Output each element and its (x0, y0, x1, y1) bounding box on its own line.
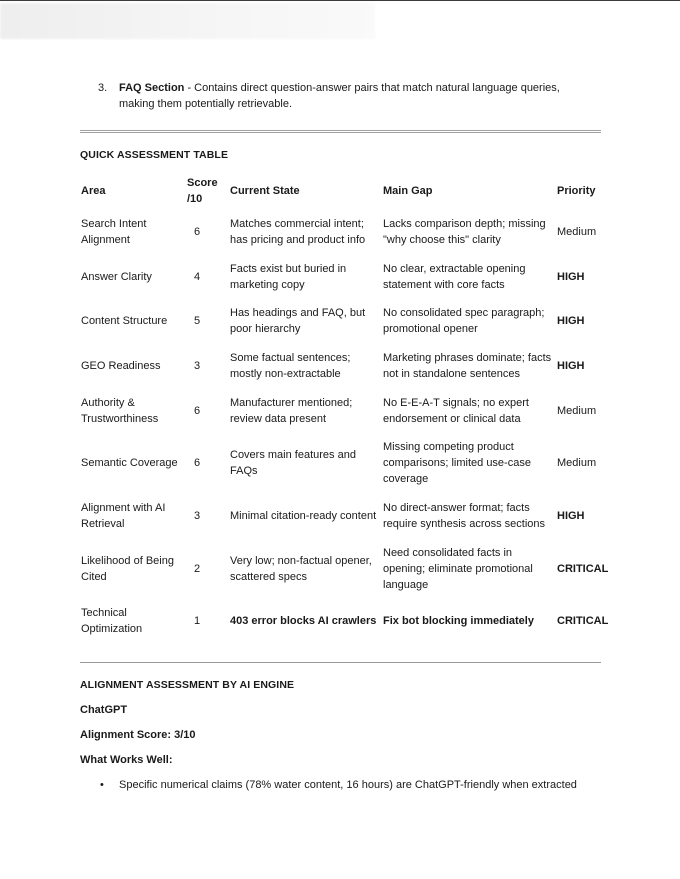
cell-area: Technical Optimization (81, 607, 143, 635)
score-header-line2: /10 (187, 193, 203, 205)
cell-priority: Medium (557, 404, 597, 417)
alignment-heading: ALIGNMENT ASSESSMENT BY AI ENGINE (80, 679, 295, 691)
table-row (78, 343, 617, 388)
table-row (78, 388, 617, 433)
col-priority-header: Priority (557, 185, 596, 197)
faq-list-item (98, 80, 578, 112)
cell-priority: Medium (557, 457, 597, 469)
cell-area: Likelihood of Being Cited (81, 554, 174, 583)
cell-gap: No direct-answer format; facts require synthesis across sections (383, 501, 546, 530)
blurred-header (0, 3, 375, 39)
table-row (78, 493, 617, 538)
cell-state: Has headings and FAQ, but poor hierarchy (230, 307, 366, 335)
table-row (78, 210, 617, 254)
cell-gap: Lacks comparison depth; missing "why choose this" clarity (383, 218, 546, 246)
cell-gap: Missing competing product comparisons; limited use-case coverage (383, 441, 531, 485)
cell-score: 4 (194, 270, 201, 283)
cell-area: Authority & Trustworthiness (81, 396, 159, 425)
cell-gap: Marketing phrases dominate; facts not in standalone sentences (383, 351, 552, 380)
table-row (78, 538, 617, 599)
list-number: 3. (98, 82, 108, 94)
cell-priority: HIGH (557, 315, 585, 327)
assessment-table (78, 172, 617, 643)
top-border (0, 0, 680, 1)
cell-score: 5 (194, 315, 201, 327)
col-gap-header: Main Gap (383, 185, 433, 197)
cell-area: Alignment with AI Retrieval (81, 501, 166, 530)
cell-score: 6 (194, 404, 201, 417)
table-row (78, 599, 617, 643)
table-row (78, 254, 617, 299)
cell-score: 6 (194, 457, 201, 469)
cell-priority: HIGH (557, 359, 585, 372)
cell-state: Covers main features and FAQs (230, 449, 356, 477)
cell-state: 403 error blocks AI crawlers (230, 615, 377, 627)
cell-gap: No E-E-A-T signals; no expert endorsement or clinical data (383, 396, 529, 425)
cell-gap: Fix bot blocking immediately (383, 615, 534, 627)
cell-state: Matches commercial intent; has pricing and product info (230, 218, 366, 246)
table-row (78, 299, 617, 343)
works-well-heading: What Works Well: (80, 754, 173, 766)
engine-name: ChatGPT (80, 704, 128, 716)
faq-text-line2: making them potentially retrievable. (119, 98, 293, 110)
cell-priority: HIGH (557, 270, 585, 283)
cell-area: Search Intent Alignment (81, 218, 147, 246)
section-divider (80, 662, 601, 663)
cell-priority: CRITICAL (557, 562, 609, 575)
cell-score: 2 (194, 562, 201, 575)
cell-state: Facts exist but buried in marketing copy (230, 262, 347, 291)
bullet-text: Specific numerical claims (78% water content, 16 hours) are ChatGPT-friendly when extracted (119, 779, 577, 791)
table-row (78, 433, 617, 493)
table-header-row (78, 172, 617, 210)
cell-score: 6 (194, 226, 201, 238)
cell-priority: Medium (557, 226, 597, 238)
col-area-header: Area (81, 185, 106, 197)
cell-score: 3 (194, 359, 201, 372)
faq-title: FAQ Section (119, 82, 185, 94)
cell-state: Manufacturer mentioned; review data present (230, 396, 353, 425)
faq-text-line1: - Contains direct question-answer pairs that match natural language queries, (184, 82, 560, 94)
quick-table-heading: QUICK ASSESSMENT TABLE (80, 149, 229, 161)
cell-area: GEO Readiness (81, 359, 161, 372)
col-score-header (184, 172, 227, 210)
cell-score: 1 (194, 615, 201, 627)
cell-area: Answer Clarity (81, 270, 152, 283)
cell-gap: No consolidated spec paragraph; promotional opener (383, 307, 545, 335)
cell-area: Semantic Coverage (81, 457, 178, 469)
col-state-header: Current State (230, 185, 300, 197)
cell-priority: CRITICAL (557, 615, 609, 627)
cell-score: 3 (194, 509, 201, 522)
cell-gap: No clear, extractable opening statement with core facts (383, 262, 526, 291)
cell-area: Content Structure (81, 315, 168, 327)
cell-state: Very low; non-factual opener, scattered specs (230, 554, 372, 583)
cell-gap: Need consolidated facts in opening; eliminate promotional language (383, 546, 533, 591)
bullet-icon: • (100, 779, 104, 791)
cell-state: Some factual sentences; mostly non-extractable (230, 351, 351, 380)
cell-priority: HIGH (557, 509, 585, 522)
score-header-line1: Score (187, 177, 218, 189)
section-divider (80, 130, 601, 133)
alignment-score: Alignment Score: 3/10 (80, 729, 196, 741)
cell-state: Minimal citation-ready content (230, 509, 377, 522)
